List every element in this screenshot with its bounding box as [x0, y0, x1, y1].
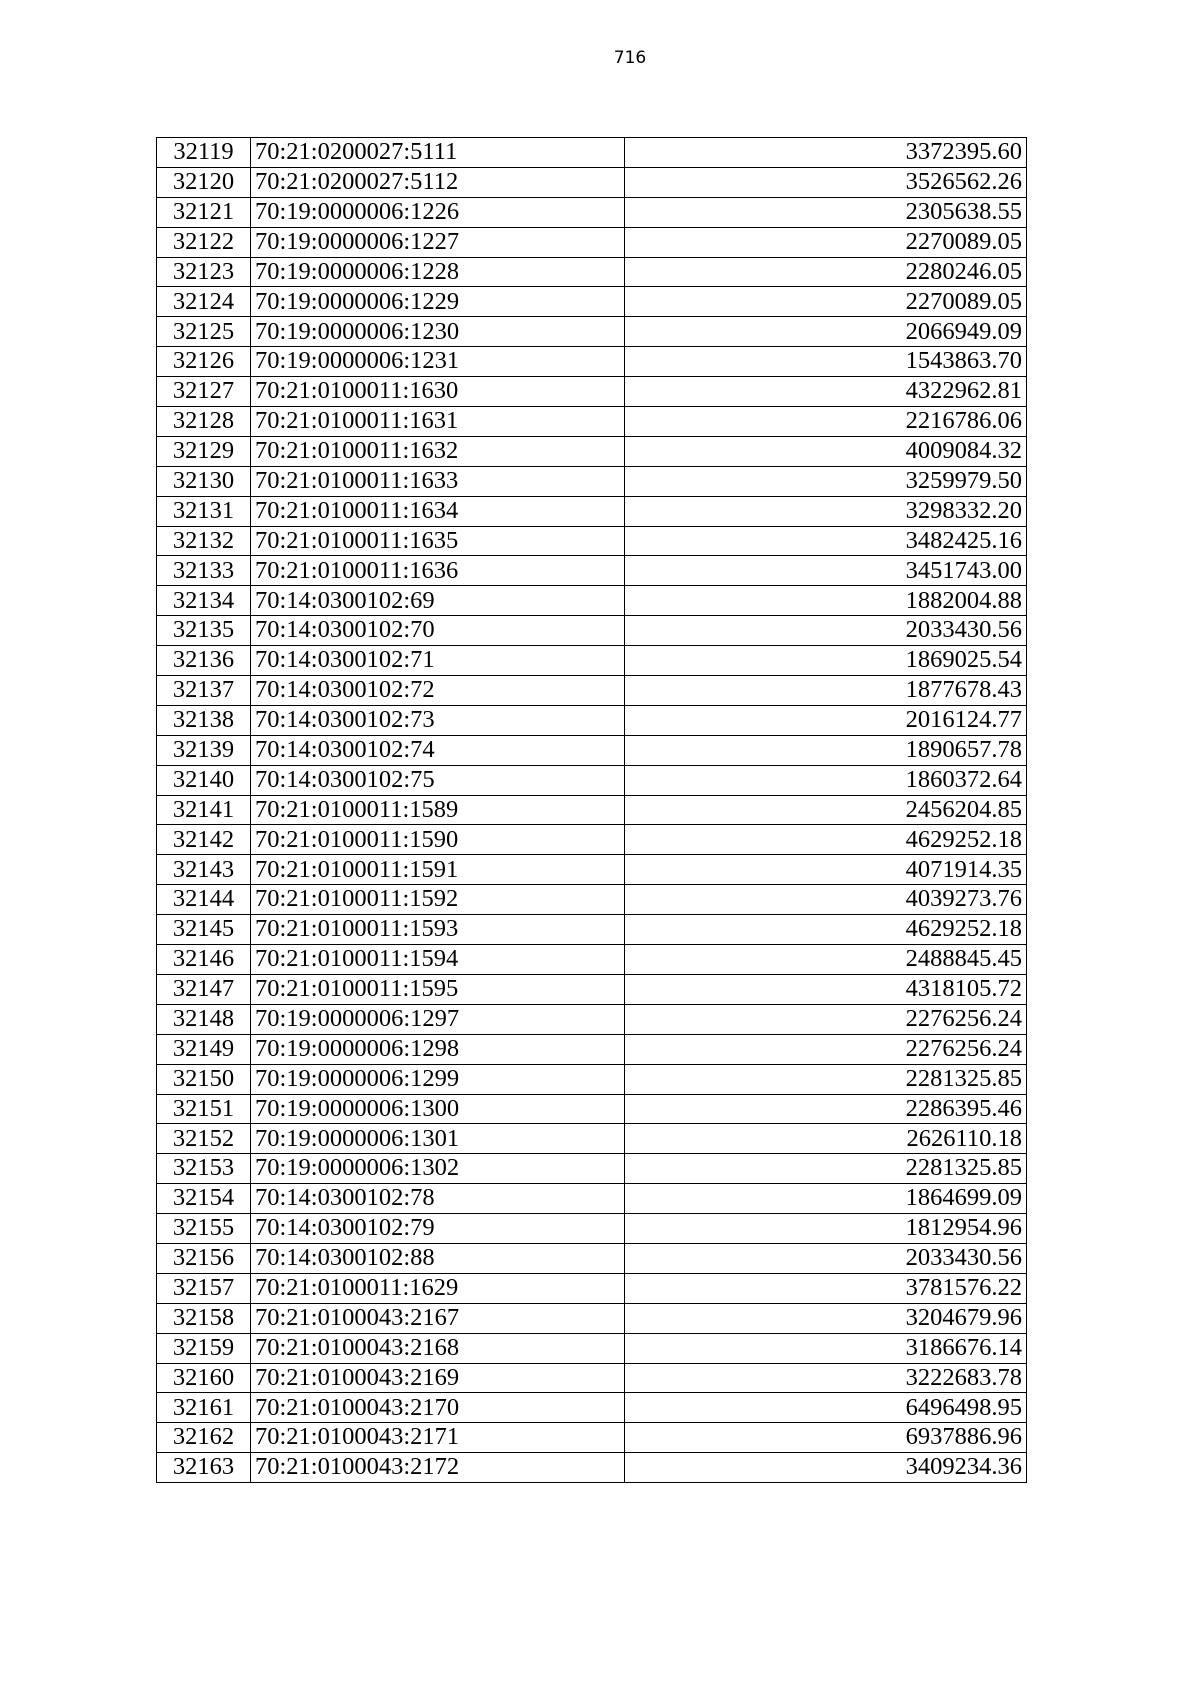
cadastral-number-cell: 70:19:0000006:1226: [251, 197, 625, 227]
row-number-cell: 32155: [157, 1214, 251, 1244]
cadastral-number-cell: 70:21:0100043:2167: [251, 1303, 625, 1333]
cadastral-value-cell: 6496498.95: [625, 1393, 1027, 1423]
table-row: [157, 1243, 1027, 1273]
table-row: [157, 1154, 1027, 1184]
table-row: [157, 855, 1027, 885]
table-row: [157, 586, 1027, 616]
cadastral-value-cell: 3204679.96: [625, 1303, 1027, 1333]
cadastral-value-cell: 1890657.78: [625, 735, 1027, 765]
cadastral-number-cell: 70:21:0100043:2168: [251, 1333, 625, 1363]
row-number-cell: 32131: [157, 496, 251, 526]
cadastral-value-cell: 2276256.24: [625, 1034, 1027, 1064]
cadastral-value-cell: 2270089.05: [625, 287, 1027, 317]
row-number-cell: 32133: [157, 556, 251, 586]
table-row: [157, 945, 1027, 975]
cadastral-number-cell: 70:19:0000006:1228: [251, 257, 625, 287]
cadastral-number-cell: 70:21:0100011:1593: [251, 915, 625, 945]
table-row: [157, 765, 1027, 795]
table-row: [157, 1393, 1027, 1423]
cadastral-number-cell: 70:14:0300102:70: [251, 616, 625, 646]
cadastral-number-cell: 70:14:0300102:69: [251, 586, 625, 616]
table-row: [157, 1124, 1027, 1154]
cadastral-value-cell: 2281325.85: [625, 1154, 1027, 1184]
cadastral-number-cell: 70:19:0000006:1298: [251, 1034, 625, 1064]
row-number-cell: 32152: [157, 1124, 251, 1154]
row-number-cell: 32158: [157, 1303, 251, 1333]
cadastral-number-cell: 70:14:0300102:75: [251, 765, 625, 795]
row-number-cell: 32147: [157, 974, 251, 1004]
cadastral-value-cell: 2033430.56: [625, 616, 1027, 646]
table-row: [157, 167, 1027, 197]
cadastral-value-cell: 4039273.76: [625, 885, 1027, 915]
table-row: [157, 1214, 1027, 1244]
cadastral-number-cell: 70:19:0000006:1302: [251, 1154, 625, 1184]
cadastral-value-cell: 3298332.20: [625, 496, 1027, 526]
cadastral-number-cell: 70:21:0200027:5111: [251, 138, 625, 168]
row-number-cell: 32142: [157, 825, 251, 855]
cadastral-number-cell: 70:21:0100011:1590: [251, 825, 625, 855]
cadastral-value-cell: 3186676.14: [625, 1333, 1027, 1363]
cadastral-value-cell: 3372395.60: [625, 138, 1027, 168]
row-number-cell: 32128: [157, 407, 251, 437]
cadastral-number-cell: 70:21:0100011:1630: [251, 377, 625, 407]
cadastral-number-cell: 70:21:0100011:1632: [251, 436, 625, 466]
cadastral-number-cell: 70:21:0100011:1633: [251, 466, 625, 496]
cadastral-number-cell: 70:19:0000006:1227: [251, 227, 625, 257]
row-number-cell: 32161: [157, 1393, 251, 1423]
cadastral-number-cell: 70:14:0300102:88: [251, 1243, 625, 1273]
cadastral-value-cell: 3482425.16: [625, 526, 1027, 556]
table-row: [157, 407, 1027, 437]
cadastral-number-cell: 70:21:0100011:1636: [251, 556, 625, 586]
cadastral-value-cell: 3222683.78: [625, 1363, 1027, 1393]
table-row: [157, 466, 1027, 496]
cadastral-number-cell: 70:21:0200027:5112: [251, 167, 625, 197]
cadastral-number-cell: 70:21:0100011:1592: [251, 885, 625, 915]
cadastral-number-cell: 70:21:0100011:1635: [251, 526, 625, 556]
row-number-cell: 32156: [157, 1243, 251, 1273]
cadastral-number-cell: 70:19:0000006:1297: [251, 1004, 625, 1034]
cadastral-value-cell: 4629252.18: [625, 915, 1027, 945]
table-row: [157, 974, 1027, 1004]
table-row: [157, 526, 1027, 556]
cadastral-value-cell: 4071914.35: [625, 855, 1027, 885]
row-number-cell: 32125: [157, 317, 251, 347]
row-number-cell: 32157: [157, 1273, 251, 1303]
row-number-cell: 32130: [157, 466, 251, 496]
table-row: [157, 1333, 1027, 1363]
cadastral-value-cell: 3781576.22: [625, 1273, 1027, 1303]
cadastral-value-cell: 3409234.36: [625, 1453, 1027, 1483]
table-row: [157, 825, 1027, 855]
table-row: [157, 1453, 1027, 1483]
cadastral-value-cell: 2276256.24: [625, 1004, 1027, 1034]
table-row: [157, 197, 1027, 227]
cadastral-value-cell: 2626110.18: [625, 1124, 1027, 1154]
table-row: [157, 1303, 1027, 1333]
cadastral-value-cell: 6937886.96: [625, 1423, 1027, 1453]
table-row: [157, 705, 1027, 735]
row-number-cell: 32141: [157, 795, 251, 825]
row-number-cell: 32135: [157, 616, 251, 646]
cadastral-number-cell: 70:14:0300102:74: [251, 735, 625, 765]
cadastral-value-cell: 1882004.88: [625, 586, 1027, 616]
cadastral-value-cell: 2270089.05: [625, 227, 1027, 257]
cadastral-number-cell: 70:19:0000006:1229: [251, 287, 625, 317]
cadastral-number-cell: 70:21:0100011:1631: [251, 407, 625, 437]
table-row: [157, 795, 1027, 825]
row-number-cell: 32138: [157, 705, 251, 735]
table-row: [157, 436, 1027, 466]
row-number-cell: 32146: [157, 945, 251, 975]
cadastral-value-cell: 1877678.43: [625, 676, 1027, 706]
row-number-cell: 32127: [157, 377, 251, 407]
table-row: [157, 616, 1027, 646]
row-number-cell: 32160: [157, 1363, 251, 1393]
table-row: [157, 1094, 1027, 1124]
cadastral-value-cell: 2280246.05: [625, 257, 1027, 287]
cadastral-value-cell: 2016124.77: [625, 705, 1027, 735]
table-row: [157, 138, 1027, 168]
table-body: [157, 138, 1027, 1483]
cadastral-value-cell: 2066949.09: [625, 317, 1027, 347]
table-row: [157, 1423, 1027, 1453]
row-number-cell: 32144: [157, 885, 251, 915]
page-number: 716: [613, 48, 647, 68]
row-number-cell: 32132: [157, 526, 251, 556]
row-number-cell: 32140: [157, 765, 251, 795]
cadastral-value-cell: 4318105.72: [625, 974, 1027, 1004]
cadastral-number-cell: 70:14:0300102:78: [251, 1184, 625, 1214]
cadastral-value-cell: 1860372.64: [625, 765, 1027, 795]
row-number-cell: 32143: [157, 855, 251, 885]
table-row: [157, 257, 1027, 287]
table-row: [157, 676, 1027, 706]
row-number-cell: 32150: [157, 1064, 251, 1094]
cadastral-number-cell: 70:14:0300102:72: [251, 676, 625, 706]
cadastral-value-cell: 2281325.85: [625, 1064, 1027, 1094]
cadastral-number-cell: 70:19:0000006:1300: [251, 1094, 625, 1124]
cadastral-number-cell: 70:21:0100011:1634: [251, 496, 625, 526]
cadastral-value-cell: 4629252.18: [625, 825, 1027, 855]
cadastral-value-cell: 1869025.54: [625, 646, 1027, 676]
table-row: [157, 735, 1027, 765]
cadastral-value-cell: 1543863.70: [625, 347, 1027, 377]
table-row: [157, 1363, 1027, 1393]
row-number-cell: 32137: [157, 676, 251, 706]
table-row: [157, 885, 1027, 915]
row-number-cell: 32136: [157, 646, 251, 676]
cadastral-number-cell: 70:19:0000006:1231: [251, 347, 625, 377]
row-number-cell: 32151: [157, 1094, 251, 1124]
cadastral-value-cell: 3259979.50: [625, 466, 1027, 496]
cadastral-value-cell: 3526562.26: [625, 167, 1027, 197]
table-row: [157, 287, 1027, 317]
row-number-cell: 32129: [157, 436, 251, 466]
row-number-cell: 32120: [157, 167, 251, 197]
cadastral-value-cell: 2305638.55: [625, 197, 1027, 227]
cadastral-number-cell: 70:19:0000006:1301: [251, 1124, 625, 1154]
cadastral-number-cell: 70:21:0100043:2172: [251, 1453, 625, 1483]
row-number-cell: 32145: [157, 915, 251, 945]
row-number-cell: 32149: [157, 1034, 251, 1064]
cadastral-number-cell: 70:19:0000006:1230: [251, 317, 625, 347]
row-number-cell: 32126: [157, 347, 251, 377]
table-row: [157, 1004, 1027, 1034]
table-row: [157, 227, 1027, 257]
cadastral-number-cell: 70:19:0000006:1299: [251, 1064, 625, 1094]
row-number-cell: 32121: [157, 197, 251, 227]
cadastral-number-cell: 70:14:0300102:71: [251, 646, 625, 676]
row-number-cell: 32159: [157, 1333, 251, 1363]
cadastral-value-cell: 2456204.85: [625, 795, 1027, 825]
row-number-cell: 32153: [157, 1154, 251, 1184]
cadastral-number-cell: 70:21:0100043:2169: [251, 1363, 625, 1393]
table-row: [157, 915, 1027, 945]
row-number-cell: 32154: [157, 1184, 251, 1214]
table-row: [157, 646, 1027, 676]
table-row: [157, 1034, 1027, 1064]
row-number-cell: 32123: [157, 257, 251, 287]
table-row: [157, 347, 1027, 377]
cadastral-value-cell: 1812954.96: [625, 1214, 1027, 1244]
cadastral-number-cell: 70:21:0100011:1594: [251, 945, 625, 975]
cadastral-value-cell: 2216786.06: [625, 407, 1027, 437]
row-number-cell: 32162: [157, 1423, 251, 1453]
row-number-cell: 32148: [157, 1004, 251, 1034]
table-row: [157, 1064, 1027, 1094]
row-number-cell: 32139: [157, 735, 251, 765]
cadastral-number-cell: 70:14:0300102:79: [251, 1214, 625, 1244]
table-row: [157, 496, 1027, 526]
cadastral-value-cell: 4322962.81: [625, 377, 1027, 407]
cadastral-value-cell: 2488845.45: [625, 945, 1027, 975]
cadastral-value-cell: 2033430.56: [625, 1243, 1027, 1273]
cadastral-value-cell: 3451743.00: [625, 556, 1027, 586]
table-row: [157, 1273, 1027, 1303]
cadastral-number-cell: 70:21:0100011:1595: [251, 974, 625, 1004]
row-number-cell: 32163: [157, 1453, 251, 1483]
cadastral-number-cell: 70:21:0100011:1589: [251, 795, 625, 825]
cadastral-number-cell: 70:21:0100011:1629: [251, 1273, 625, 1303]
cadastral-value-cell: 1864699.09: [625, 1184, 1027, 1214]
table-row: [157, 556, 1027, 586]
table-row: [157, 377, 1027, 407]
cadastral-number-cell: 70:21:0100043:2170: [251, 1393, 625, 1423]
cadastral-value-table: [156, 137, 1027, 1483]
row-number-cell: 32124: [157, 287, 251, 317]
table-row: [157, 317, 1027, 347]
cadastral-value-cell: 4009084.32: [625, 436, 1027, 466]
cadastral-number-cell: 70:21:0100011:1591: [251, 855, 625, 885]
row-number-cell: 32134: [157, 586, 251, 616]
table-row: [157, 1184, 1027, 1214]
row-number-cell: 32119: [157, 138, 251, 168]
cadastral-value-cell: 2286395.46: [625, 1094, 1027, 1124]
row-number-cell: 32122: [157, 227, 251, 257]
cadastral-number-cell: 70:14:0300102:73: [251, 705, 625, 735]
cadastral-number-cell: 70:21:0100043:2171: [251, 1423, 625, 1453]
